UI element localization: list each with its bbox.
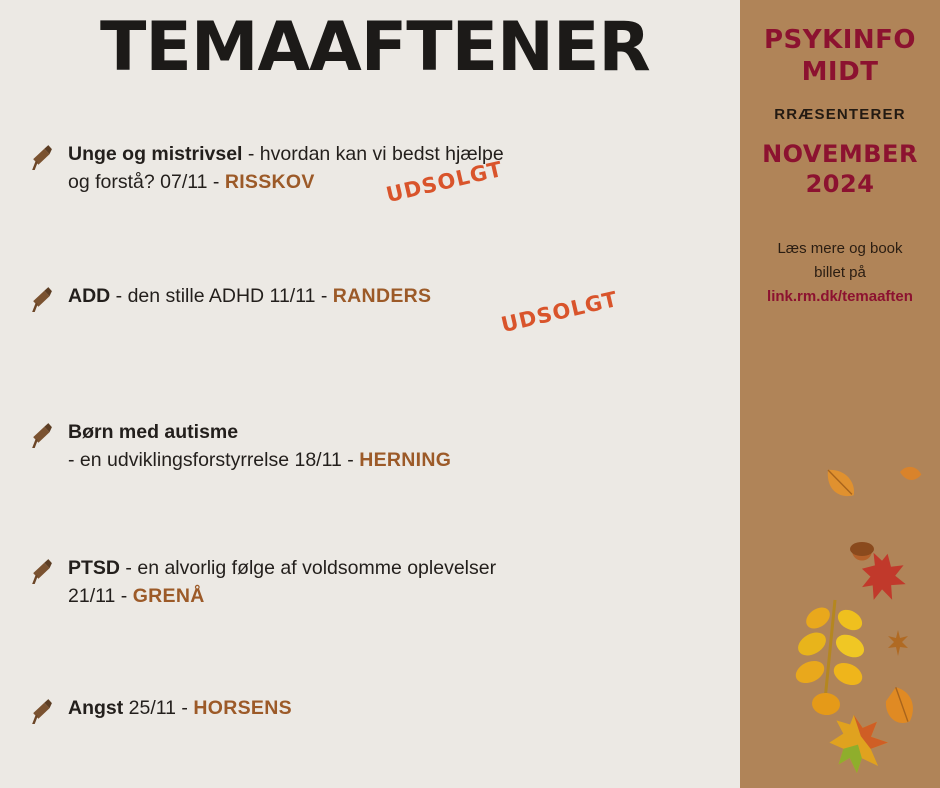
event-desc-1: 25/11 - — [123, 697, 194, 719]
event-city: GRENÅ — [132, 585, 205, 607]
presents-label: RRÆSENTERER — [774, 106, 906, 123]
page-title: TEMAAFTENER — [100, 8, 650, 87]
event-text — [68, 282, 740, 310]
event-text — [68, 694, 740, 722]
booking-info — [740, 237, 940, 309]
brand-line-1: PSYKINFO — [763, 25, 917, 55]
pushpin-icon — [28, 558, 56, 584]
pushpin-icon — [28, 286, 56, 312]
poster-sidebar — [740, 0, 940, 788]
event-list — [0, 140, 740, 774]
month-label: NOVEMBER — [762, 140, 918, 168]
pushpin-icon — [28, 144, 56, 170]
list-item — [0, 546, 740, 682]
status-badge: UDSOLGT — [383, 156, 506, 208]
event-title: Angst — [68, 697, 124, 719]
event-desc-1: - en alvorlig følge af voldsomme oplevelser — [120, 557, 497, 579]
status-badge: UDSOLGT — [498, 286, 621, 338]
event-desc-2: og forstå? 07/11 - — [68, 171, 225, 193]
booking-line-1: Læs mere og book — [777, 240, 903, 257]
event-desc-2: - en udviklingsforstyrrelse 18/11 - — [68, 449, 360, 471]
pushpin-icon — [28, 698, 56, 724]
event-title: PTSD — [68, 557, 121, 579]
booking-line-2: billet på — [814, 264, 866, 281]
event-text — [68, 418, 740, 474]
pushpin-icon — [28, 422, 56, 448]
year-label: 2024 — [805, 170, 875, 198]
month-year — [740, 139, 940, 199]
event-title: ADD — [68, 285, 111, 307]
event-city: RANDERS — [332, 285, 432, 307]
event-title: Børn med autisme — [68, 421, 239, 443]
event-city: HORSENS — [193, 697, 292, 719]
list-item — [0, 410, 740, 546]
event-title: Unge og mistrivsel — [68, 143, 243, 165]
list-item — [0, 682, 740, 774]
event-desc-2: 21/11 - — [68, 585, 133, 607]
event-text — [68, 554, 740, 610]
list-item — [0, 260, 740, 410]
autumn-leaves-decoration — [740, 450, 940, 788]
booking-link[interactable]: link.rm.dk/temaaften — [767, 288, 913, 305]
event-city: HERNING — [359, 449, 452, 471]
list-item — [0, 140, 740, 260]
event-desc-1: - den stille ADHD 11/11 - — [110, 285, 333, 307]
event-desc-1: - hvordan kan vi bedst hjælpe — [242, 143, 504, 165]
brand-line-2: MIDT — [801, 57, 879, 87]
brand-name — [740, 24, 940, 88]
event-city: RISSKOV — [224, 171, 315, 193]
